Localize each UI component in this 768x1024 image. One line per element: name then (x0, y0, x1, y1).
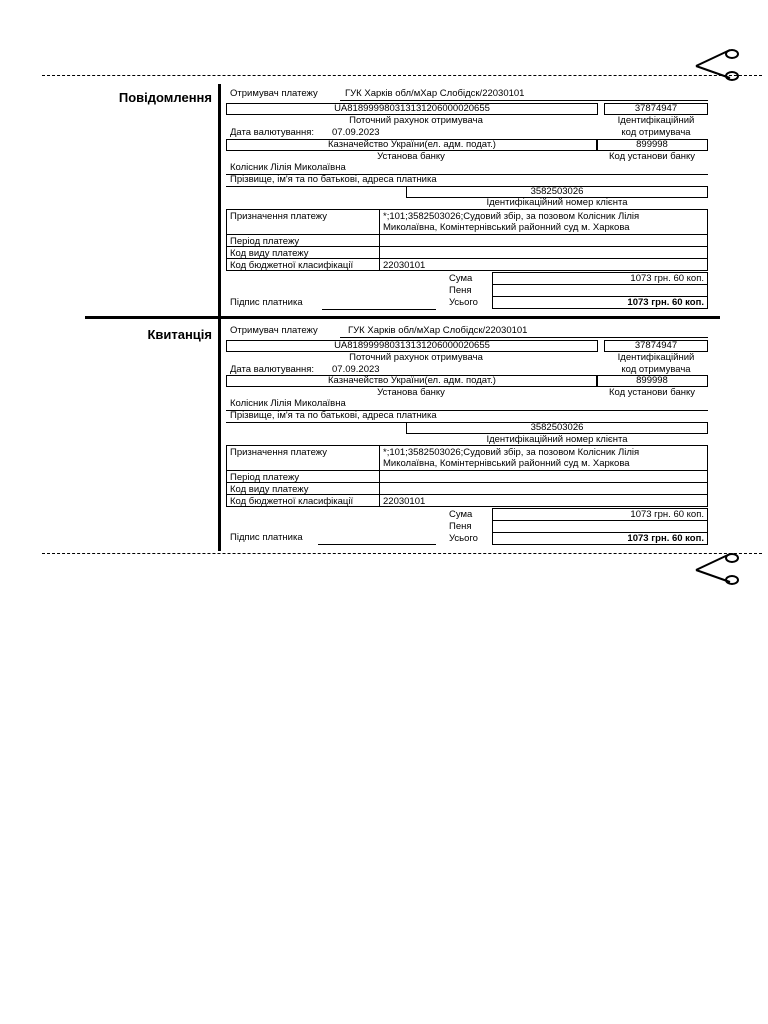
section-title-receipt: Квитанція (147, 327, 212, 342)
label-id-code-2: код отримувача (621, 364, 691, 375)
signature-line (318, 544, 436, 545)
value-purpose-line-2: Миколаївна, Комінтернівський районний суд м. Харкова (383, 222, 630, 233)
value-payer: Колісник Лілія Миколаївна (230, 162, 346, 173)
value-bank-code: 899998 (596, 375, 708, 387)
table-row (227, 494, 707, 506)
label-total: Усього (449, 533, 478, 544)
value-purpose-line-1: *;101;3582503026;Судовий збір, за позовом Колісник Лілія (383, 447, 640, 458)
underline (340, 100, 708, 101)
label-bank-code: Код установи банку (608, 387, 695, 398)
table-row (227, 258, 707, 270)
label-id-code: Ідентифікаційний (617, 352, 695, 363)
table-row (227, 246, 707, 258)
label-payment-kind: Код виду платежу (227, 483, 380, 494)
value-total: 1073 грн. 60 коп. (493, 296, 707, 308)
value-purpose (380, 210, 707, 234)
cut-line-bottom (42, 553, 762, 554)
section-title-notice: Повідомлення (118, 90, 212, 105)
divider-horizontal (85, 316, 720, 319)
label-account: Поточний рахунок отримувача (349, 352, 483, 363)
value-purpose-line-1: *;101;3582503026;Судовий збір, за позовом Колісник Лілія (383, 211, 640, 222)
label-account: Поточний рахунок отримувача (349, 115, 483, 126)
value-client-id: 3582503026 (406, 186, 708, 198)
value-client-id: 3582503026 (406, 422, 708, 434)
value-sum: 1073 грн. 60 коп. (630, 509, 704, 520)
label-bank: Установа банку (377, 151, 445, 162)
label-sum: Сума (449, 509, 473, 520)
label-payer-name: Прізвище, ім'я та по батькові, адреса платника (230, 410, 437, 421)
divider-vertical (218, 318, 221, 551)
label-client-id: Ідентифікаційний номер клієнта (486, 434, 628, 445)
value-account: UA818999980313131206000020655 (226, 103, 598, 115)
label-budget-code: Код бюджетної класифікації (227, 495, 380, 506)
payment-details-table (226, 445, 708, 507)
value-account: UA818999980313131206000020655 (226, 340, 598, 352)
scissors-icon (690, 48, 742, 84)
value-budget-code: 22030101 (383, 496, 426, 506)
label-value-date: Дата валютування: (230, 364, 315, 375)
value-bank-code: 899998 (596, 139, 708, 151)
scissors-icon (690, 552, 742, 588)
label-value-date: Дата валютування: (230, 127, 315, 138)
value-purpose (380, 446, 707, 470)
label-purpose: Призначення платежу (227, 446, 380, 470)
value-penalty (493, 520, 707, 532)
payment-details-table (226, 209, 708, 271)
value-bank: Казначейство України(ел. адм. подат.) (226, 375, 598, 387)
label-period: Період платежу (227, 235, 380, 246)
cut-line-top (42, 75, 762, 76)
label-penalty: Пеня (449, 285, 472, 296)
value-budget-code: 22030101 (383, 260, 426, 270)
value-payer: Колісник Лілія Миколаївна (230, 398, 346, 409)
label-recipient: Отримувач платежу (230, 325, 318, 336)
label-payer-name: Прізвище, ім'я та по батькові, адреса платника (230, 174, 437, 185)
label-sum: Сума (449, 273, 473, 284)
label-penalty: Пеня (449, 521, 472, 532)
value-period (380, 471, 707, 482)
label-payment-kind: Код виду платежу (227, 247, 380, 258)
value-penalty (493, 284, 707, 296)
value-period (380, 235, 707, 246)
label-total: Усього (449, 297, 478, 308)
value-date: 07.09.2023 (332, 127, 380, 138)
amounts-box (492, 508, 708, 545)
value-sum: 1073 грн. 60 коп. (630, 273, 704, 284)
value-id-code: 37874947 (604, 103, 708, 115)
label-id-code: Ідентифікаційний (617, 115, 695, 126)
value-purpose-line-2: Миколаївна, Комінтернівський районний суд м. Харкова (383, 458, 630, 469)
value-id-code: 37874947 (604, 340, 708, 352)
label-id-code-2: код отримувача (621, 127, 691, 138)
label-signature: Підпис платника (230, 532, 303, 543)
label-bank-code: Код установи банку (608, 151, 695, 162)
underline (340, 337, 708, 338)
label-recipient: Отримувач платежу (230, 88, 318, 99)
value-payment-kind (380, 483, 707, 494)
value-recipient: ГУК Харків обл/мХар Слобідск/22030101 (348, 325, 528, 336)
value-date: 07.09.2023 (332, 364, 380, 375)
label-bank: Установа банку (377, 387, 445, 398)
value-payment-kind (380, 247, 707, 258)
label-budget-code: Код бюджетної класифікації (227, 259, 380, 270)
value-recipient: ГУК Харків обл/мХар Слобідск/22030101 (345, 88, 525, 99)
label-client-id: Ідентифікаційний номер клієнта (486, 197, 628, 208)
label-purpose: Призначення платежу (227, 210, 380, 234)
value-total: 1073 грн. 60 коп. (493, 532, 707, 544)
divider-vertical (218, 84, 221, 316)
table-row (227, 470, 707, 482)
amounts-box (492, 272, 708, 309)
signature-line (322, 309, 436, 310)
table-row (227, 210, 707, 234)
label-period: Період платежу (227, 471, 380, 482)
value-bank: Казначейство України(ел. адм. подат.) (226, 139, 598, 151)
table-row (227, 234, 707, 246)
label-signature: Підпис платника (230, 297, 303, 308)
table-row (227, 482, 707, 494)
table-row (227, 446, 707, 470)
